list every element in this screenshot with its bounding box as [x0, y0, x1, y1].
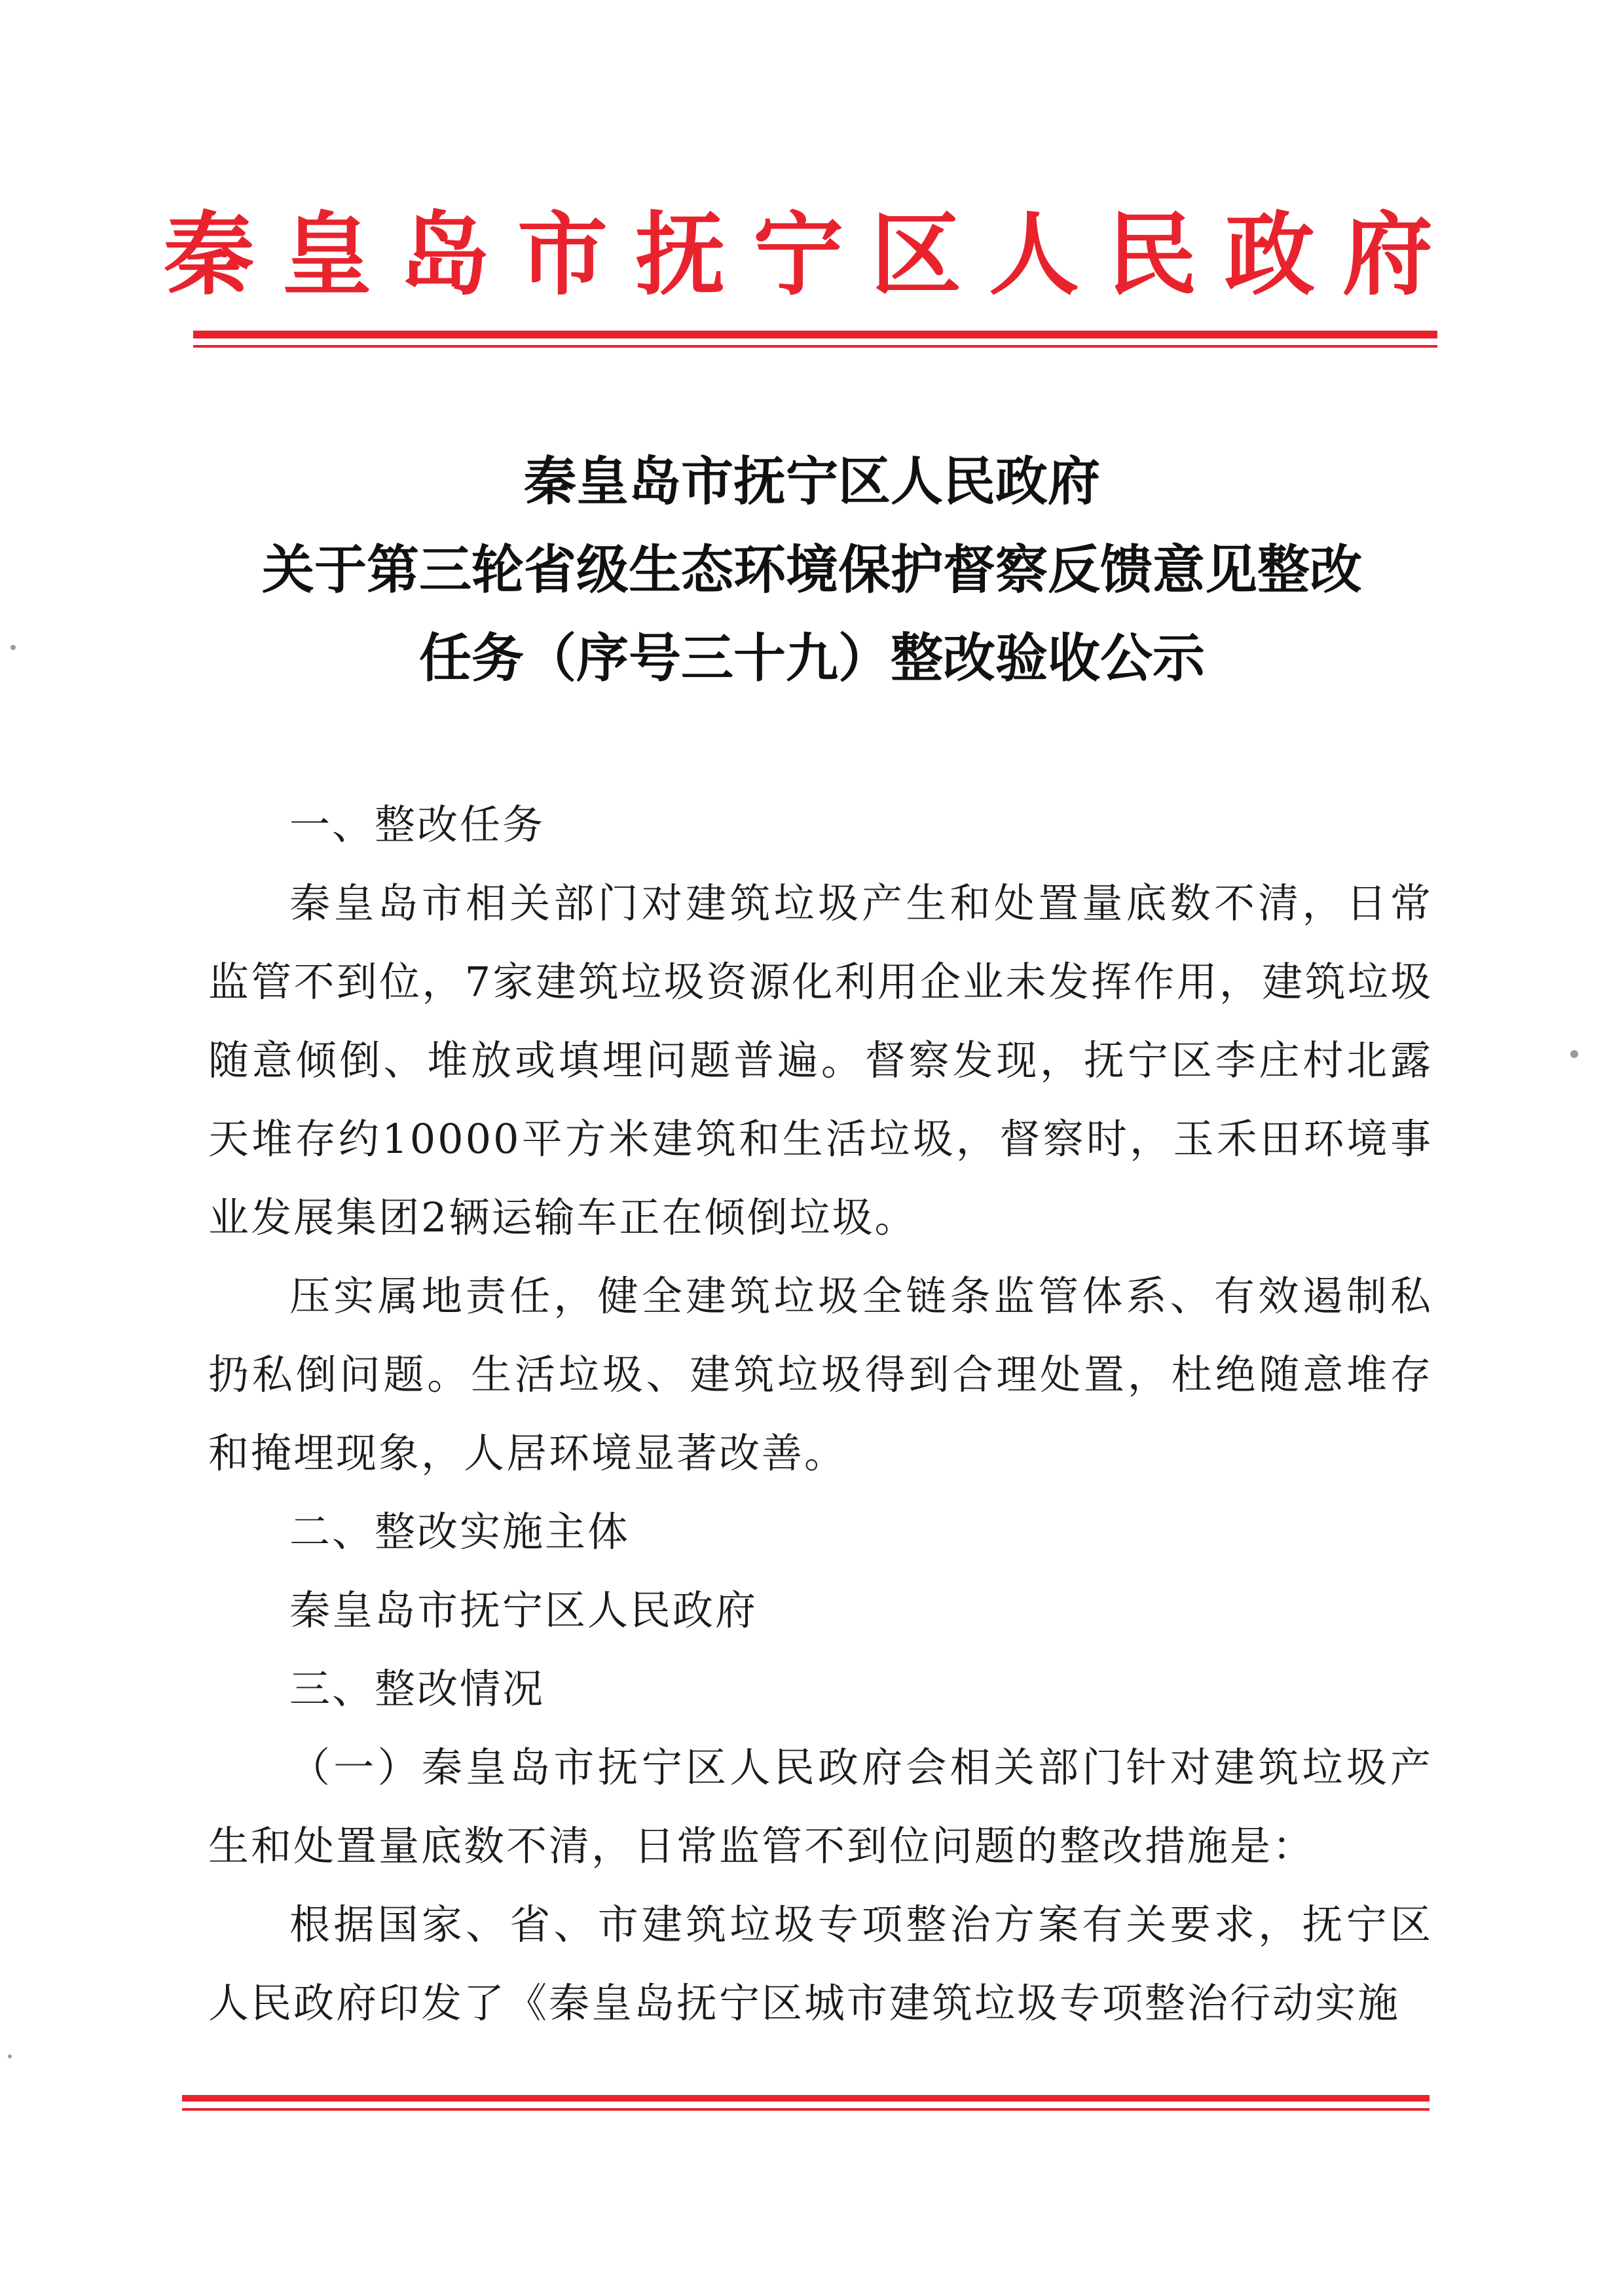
masthead-title: 秦皇岛市抚宁区人民政府 [163, 201, 1460, 308]
section-heading-3: 三、整改情况 [289, 1665, 545, 1713]
footer-rule-thin [182, 2108, 1430, 2111]
paragraph-measures-intro: （一）秦皇岛市抚宁区人民政府会相关部门针对建筑垃圾产生和处置量底数不清，日常监管不到位问题的整改措施是： [208, 1743, 1433, 1870]
title-line-2: 关于第三轮省级生态环境保护督察反馈意见整改 [262, 539, 1362, 600]
header-rule-thin [193, 345, 1437, 348]
title-line-3: 任务（序号三十九）整改验收公示 [419, 628, 1205, 689]
scan-speck [1570, 1050, 1578, 1058]
paragraph-responsible-body: 秦皇岛市抚宁区人民政府 [289, 1586, 758, 1634]
scan-speck [10, 645, 16, 650]
footer-rule-thick [182, 2095, 1430, 2102]
paragraph-task-description: 秦皇岛市相关部门对建筑垃圾产生和处置量底数不清，日常监管不到位，7家建筑垃圾资源化利用企业未发挥作用，建筑垃圾随意倾倒、堆放或填埋问题普遍。督察发现，抚宁区李庄村北露天堆存约10000平方米建筑和生活垃圾，督察时，玉禾田环境事业发展集团2辆运输车正在倾倒垃圾。 [208, 879, 1433, 1241]
paragraph-measures-detail: 根据国家、省、市建筑垃圾专项整治方案有关要求，抚宁区人民政府印发了《秦皇岛抚宁区城市建筑垃圾专项整治行动实施 [208, 1901, 1433, 2027]
scan-speck [8, 2054, 12, 2058]
title-line-1: 秦皇岛市抚宁区人民政府 [524, 451, 1100, 512]
document-title [183, 437, 1441, 702]
document-body [208, 786, 1433, 2043]
header-rule-thick [193, 331, 1437, 338]
section-heading-1: 一、整改任务 [289, 801, 545, 848]
paragraph-task-goal: 压实属地责任，健全建筑垃圾全链条监管体系、有效遏制私扔私倒问题。生活垃圾、建筑垃圾得到合理处置，杜绝随意堆存和掩埋现象，人居环境显著改善。 [208, 1272, 1433, 1477]
section-heading-2: 二、整改实施主体 [289, 1508, 631, 1556]
